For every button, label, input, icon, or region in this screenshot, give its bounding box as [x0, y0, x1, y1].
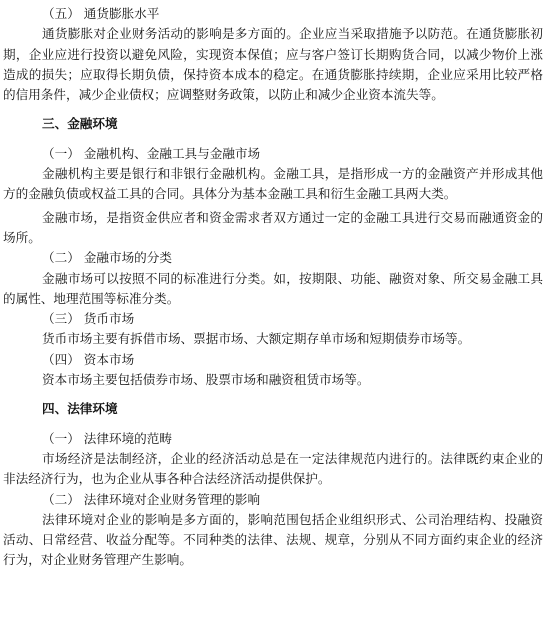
paragraph-money-market: 货币市场主要有拆借市场、票据市场、大额定期存单市场和短期债券市场等。 — [42, 331, 471, 347]
paragraph-legal-impact: 法律环境对企业的影响是多方面的，影响范围包括企业组织形式、公司治理结构、投融资活动、日常经营、收益分配等。不同种类的法律、法规、规章，分别从不同方面约束企业的经济行为，对企业财务管理产生影响。 — [3, 511, 543, 568]
subsection-title-legal-impact: （二） 法律环境对企业财务管理的影响 — [42, 491, 261, 507]
subsection-title-money-market: （三） 货币市场 — [42, 311, 135, 327]
subsection-title-market-classification: （二） 金融市场的分类 — [42, 250, 172, 266]
section-heading-legal-environment: 四、法律环境 — [42, 401, 118, 417]
subsection-title-legal-scope: （一） 法律环境的范畴 — [42, 430, 172, 446]
paragraph-legal-scope: 市场经济是法制经济，企业的经济活动总是在一定法律规范内进行的。法律既约束企业的非法经济行为，也为企业从事各种合法经济活动提供保护。 — [3, 450, 543, 487]
subsection-title-inflation: （五） 通货膨胀水平 — [42, 6, 160, 21]
subsection-title-financial-institutions: （一） 金融机构、金融工具与金融市场 — [42, 145, 261, 161]
paragraph-financial-market-definition: 金融市场，是指资金供应者和资金需求者双方通过一定的金融工具进行交易而融通资金的场所。 — [3, 209, 543, 245]
subsection-title-capital-market: （四） 资本市场 — [42, 351, 135, 367]
paragraph-financial-institutions: 金融机构主要是银行和非银行金融机构。金融工具，是指形成一方的金融资产并形成其他方的金融负债或权益工具的合同。具体分为基本金融工具和衍生金融工具两大类。 — [3, 166, 543, 202]
paragraph-capital-market: 资本市场主要包括债券市场、股票市场和融资租赁市场等。 — [42, 372, 370, 388]
section-heading-financial-environment: 三、金融环境 — [42, 116, 118, 132]
paragraph-market-classification: 金融市场可以按照不同的标准进行分类。如，按期限、功能、融资对象、所交易金融工具的属性、地理范围等标准分类。 — [3, 270, 543, 306]
paragraph-inflation: 通货膨胀对企业财务活动的影响是多方面的。企业应当采取措施予以防范。在通货膨胀初期，企业应进行投资以避免风险，实现资本保值；应与客户签订长期购货合同，以减少物价上涨造成的损失；应取得长期负债，保持资本成本的稳定。在通货膨胀持续期，企业应采用比较严格的信用条件，减少企业债权；应调整财务政策，以防止和减少企业资本流失等。 — [3, 26, 543, 103]
